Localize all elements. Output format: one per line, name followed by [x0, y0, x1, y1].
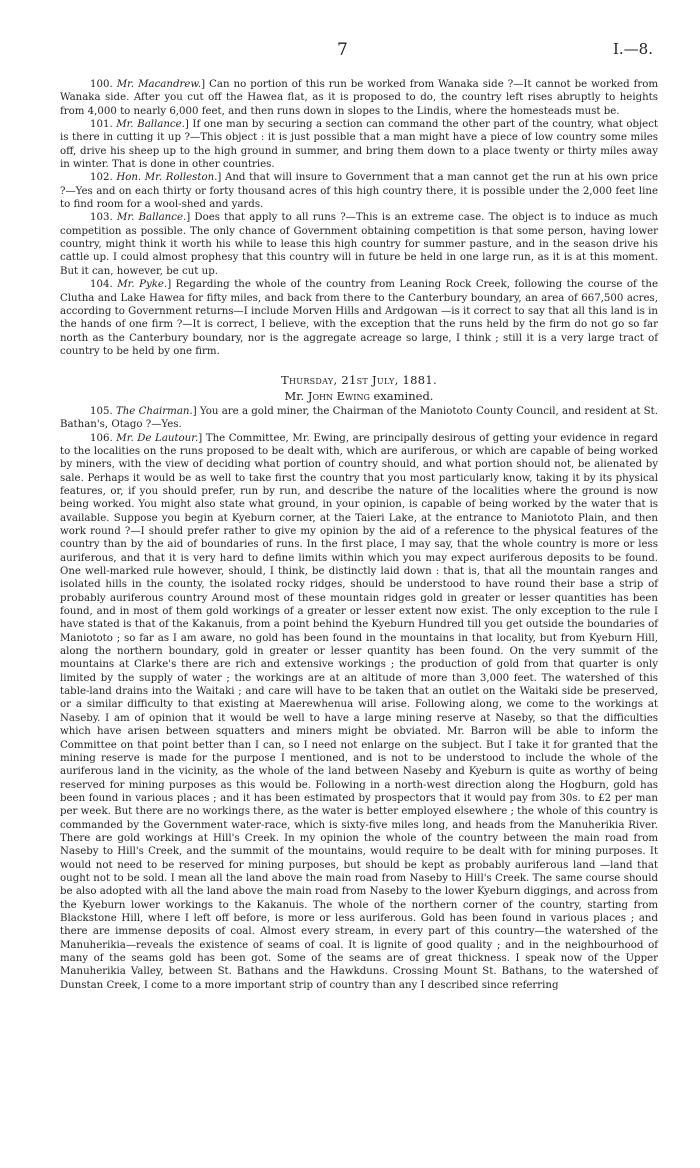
question-text: ] Can no portion of this run be worked from Wanaka side ?—It cannot be worked from Wanaka side. After you cut off the Hawea flat, as it is proposed to do, the country left rises abruptly to heights from 4,000 to nearly 6,000 feet, and then runs down in slopes to the Lindis, where the homesteads must be. [60, 79, 659, 117]
speaker-name: Mr. Pyke. [117, 279, 168, 291]
witness-heading [60, 390, 658, 403]
witness-name: John Ewing [307, 388, 370, 403]
document-body [60, 78, 658, 992]
question-paragraph [60, 118, 658, 171]
speaker-name: Mr. De Lautour. [116, 432, 199, 444]
question-number: 101. [90, 119, 113, 131]
question-number: 103. [90, 212, 113, 224]
question-paragraph [60, 78, 658, 118]
question-text: ] The Committee, Mr. Ewing, are principally desirous of getting your evidence in regard to the localities on the runs proposed to be dealt with, which are auriferous, or which are capable of being worked by miners, with the view of deciding what portion of country should, and what portion should not, be alienated by sale. Perhaps it would be as well to take first the country that you most particularly know, taking it by its physical features, or, if you should prefer, run by run, and describe the nature of the localities where the ground is now being worked. You might also state what ground, in your opinion, is capable of being worked by the water that is available. Suppose you begin at Kyeburn corner, at the Taieri Lake, at the entrance to Maniototo Plain, and then work round ?—I should prefer rather to give my opinion by the aid of a reference to the physical features of the country than by the aid of boundaries of runs. In the first place, I may say, that the whole country is more or less auriferous, and that it is very hard to define limits within which you may expect auriferous deposits to be found. One well-marked rule however, should, I think, be distinctly laid down : that is, that all the mountain ranges and isolated hills in the county, the isolated rocky ridges, should be understood to have round their base a strip of probably auriferous country Around most of these mountain ridges gold in greater or lesser quantities has been found, and in most of them gold workings of a greater or lesser extent now exist. The only exception to the rule I have stated is that of the Kakanuis, from a point behind the Kyeburn Hundred till you get outside the boundaries of Maniototo ; so far as I am aware, no gold has been found in the mountains in that locality, but from Kyeburn Hill, along the northern boundary, gold in greater or lesser quantity has been found. On the very summit of the mountains at Clarke's there are rich and extensive workings ; the production of gold from that quarter is only limited by the supply of water ; the workings are at an altitude of more than 3,000 feet. The watershed of this table-land drains into the Waitaki ; and care will have to be taken that an outlet on the Waitaki side be preserved, or a similar difficulty to that existing at Maerewhenua will arise. Following along, we come to the workings at Naseby. I am of opinion that it would be well to have a large mining reserve at Naseby, so that the difficulties which have arisen between squatters and miners might be obviated. Mr. Barron will be able to inform the Committee on that point better than I can, so I need not enlarge on the subject. But I take it for granted that the mining reserve is made for the purpose I mentioned, and is not to be understood to include the whole of the auriferous land in the vicinity, as the whole of the land between Naseby and Kyeburn is quite as worthy of being reserved for mining purposes as this would be. Following in a north-west direction along the Hogburn, gold has been found in various places ; and it has been estimated by prospectors that it would pay from 30s. to £2 per man per week. But there are no workings there, as the water is better employed elsewhere ; the whole of this country is commanded by the Government water-race, which is sixty-five miles long, and heads from the Manuherikia River. There are gold workings at Hill's Creek. In my opinion the whole of the country between the main road from Naseby to Hill's Creek, and the summit of the mountains, would require to be dealt with for mining purposes. It would not need to be reserved for mining purposes, but should be kept as probably auriferous land —land that ought not to be sold. I mean all the land above the main road from Naseby to Hill's Creek. The same course should be also adopted with all the land above the main road from Naseby to the lower Kyeburn diggings, and across from the Kyeburn lower workings to the Kakanuis. The whole of the northern corner of the country, starting from Blackstone Hill, where I left off before, is more or less auriferous. Gold has been found in various places ; and there are immense deposits of coal. Almost every stream, in every part of this country—the watershed of the Manuherikia—reveals the existence of seams of coal. It is lignite of good quality ; and in the neighbourhood of many of the seams gold has been got. Some of the seams are of great thickness. I speak now of the Upper Manuherikia Valley, between St. Bathans and the Hawkduns. Crossing Mount St. Bathans, to the watershed of Dunstan Creek, I come to a more important strip of country than any I described since referring [60, 432, 658, 991]
question-number: 102. [90, 172, 113, 184]
question-number: 100. [90, 79, 113, 90]
question-paragraph [60, 211, 658, 278]
speaker-name: Mr. Macandrew. [116, 79, 202, 90]
question-paragraph [60, 171, 658, 211]
question-text: ] If one man by securing a section can command the other part of the country, what object is there in cutting it up ?—This object : it is just possible that a man might have a piece of low country some miles off, drive his sheep up to the high ground in summer, and bring them down to a place twenty or thirty miles away in winter. That is done in other countries. [60, 119, 658, 171]
speaker-name: Hon. Mr. Rolleston. [116, 172, 218, 184]
speaker-name: Mr. Ballance. [116, 119, 185, 131]
speaker-name: The Chairman. [115, 405, 193, 417]
witness-prefix: Mr. [284, 388, 308, 403]
question-text: ] You are a gold miner, the Chairman of the Maniototo County Council, and resident at St. Bathan's, Otago ?—Yes. [60, 405, 658, 431]
question-paragraph [60, 278, 658, 358]
question-text: ] Regarding the whole of the country from Leaning Rock Creek, following the course of the Clutha and Lake Hawea for fifty miles, and back from there to the Canterbury boundary, an area of 667,500 acres, according to Government returns—I include Morven Hills and Ardgowan —is it correct to say that all this land is in the hands of one firm ?—It is correct, I believe, with the exception that the runs held by the firm do not go so far north as the Canterbury boundary, nor is the aggregate acreage so large, I think ; still it is a very large tract of country to be held by one firm. [60, 279, 658, 357]
question-paragraph [60, 405, 658, 432]
question-number: 105. [90, 405, 113, 417]
page-header [0, 40, 700, 60]
date-heading: Thursday, 21st July, 1881. [281, 373, 437, 388]
question-text: ] Does that apply to all runs ?—This is an extreme case. The object is to induce as much competition as possible. The only chance of Government obtaining competition is that some person, having lower country, might think it worth his while to lease this high country for summer pasture, and in the season drive his cattle up. I could almost prophesy that this country will in future be held in one large run, as it is at this moment. But it can, however, be cut up. [60, 212, 658, 277]
question-number: 104. [90, 279, 113, 291]
document-reference: I.—8. [612, 40, 653, 58]
question-paragraph [60, 432, 658, 992]
question-text: ] And that will insure to Government that a man cannot get the run at his own price ?—Yes and on each thirty or forty thousand acres of this high country there, it is possible under the 2,000 feet line to find room for a wool-shed and yards. [60, 172, 658, 211]
speaker-name: Mr. Ballance. [116, 212, 187, 224]
page-number: 7 [337, 40, 348, 60]
witness-suffix: examined. [369, 388, 434, 403]
question-number: 106. [90, 432, 113, 444]
